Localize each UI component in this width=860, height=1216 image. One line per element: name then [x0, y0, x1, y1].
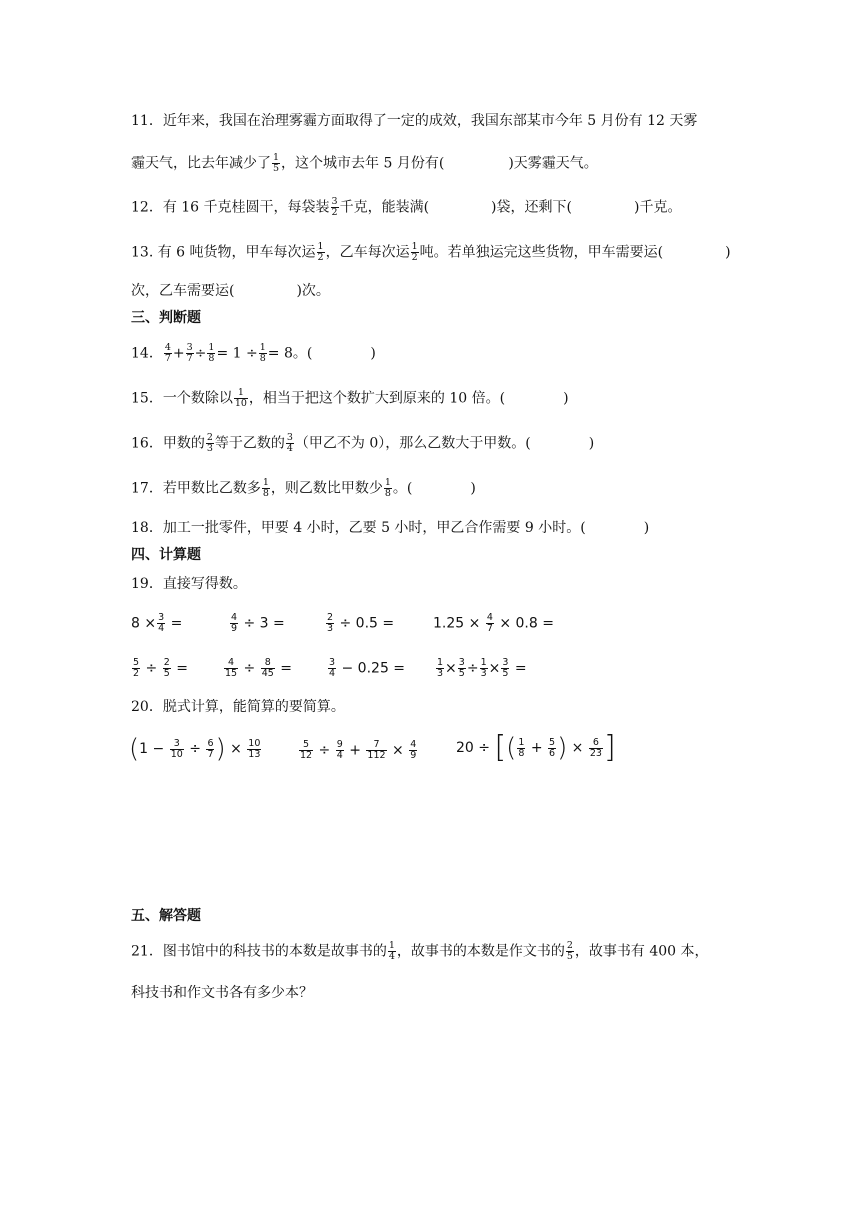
calc-item: $\frac{2}{3}$ ÷ 0.5 = [327, 612, 395, 634]
calc-item: $\frac{3}{4}$ − 0.25 = [329, 657, 406, 679]
q14-text-4: ) [370, 345, 376, 362]
q21-text-1: 21．图书馆中的科技书的本数是故事书的 [131, 943, 387, 960]
question-17 [131, 478, 476, 499]
q11-text-b1: 霾天气，比去年减少了 [131, 155, 271, 172]
q13-text-2: ，乙车每次运 [325, 244, 410, 261]
q14-num: 14． [131, 345, 163, 362]
q21-text-3: ，故事书有 400 本， [574, 943, 709, 960]
fraction: $\frac{3}{4}$ [286, 432, 293, 454]
fraction: $\frac{2}{5}$ [566, 940, 573, 962]
calc-item: $\frac{5}{2}$ ÷ $\frac{2}{5}$ = [133, 657, 188, 679]
q16-text-1: 16．甲数的 [131, 435, 205, 452]
q21-text-2: ，故事书的本数是作文书的 [396, 943, 565, 960]
question-20-title: 20．脱式计算，能简算的要简算。 [131, 699, 345, 715]
expression-2: $\frac{5}{12}$ ÷ $\frac{9}{4}$ + $\frac{7}{112}$ × $\frac{4}{9}$ [300, 739, 417, 761]
q12-text-3: )袋，还剩下( [491, 199, 572, 216]
q15-text-2: ，相当于把这个数扩大到原来的 10 倍。( [248, 390, 506, 407]
q18-text-1: 18．加工一批零件，甲要 4 小时，乙要 5 小时，甲乙合作需要 9 小时。( [131, 520, 586, 536]
q16-text-2: 等于乙数的 [214, 435, 285, 452]
question-14 [131, 343, 376, 364]
question-15 [131, 388, 569, 409]
q17-text-4: ) [470, 480, 476, 497]
question-18 [131, 519, 649, 537]
calc-item: 1.25 × $\frac{4}{7}$ × 0.8 = [433, 612, 554, 634]
q15-text-1: 15．一个数除以 [131, 390, 233, 407]
question-11-line-2 [131, 153, 598, 174]
section-heading-answer: 五、解答题 [131, 908, 201, 924]
question-19-title: 19．直接写得数。 [131, 576, 247, 592]
question-12 [131, 197, 681, 218]
q14-text-2: = 1 ÷ [216, 345, 258, 362]
section-heading-judgement: 三、判断题 [131, 310, 201, 326]
q12-text-4: )千克。 [633, 199, 682, 216]
expression-1: (1 − $\frac{3}{10}$ ÷ $\frac{6}{7}$ ) × $\frac{10}{13}$ [129, 734, 261, 764]
q11-text: 11．近年来，我国在治理雾霾方面取得了一定的成效，我国东部某市今年 5 月份有 12 天雾 [131, 113, 698, 129]
question-21-line-2: 科技书和作文书各有多少本？ [131, 985, 313, 1001]
calc-item: 8 × $\frac{3}{4}$ = [131, 612, 183, 634]
fraction: $\frac{2}{3}$ [206, 432, 213, 454]
operator: ÷ [194, 345, 207, 362]
q11-text-b2: ，这个城市去年 5 月份有( [281, 155, 445, 172]
calc-item: $\frac{4}{9}$ ÷ 3 = [231, 612, 285, 634]
fraction: $\frac{1}{10}$ [234, 387, 247, 409]
question-13-line-1 [131, 242, 731, 263]
q18-text-2: ) [643, 520, 650, 536]
fraction: $\frac{1}{5}$ [273, 152, 280, 174]
q17-text-2: ，则乙数比甲数少 [270, 480, 383, 497]
fraction: $\frac{3}{7}$ [186, 342, 193, 364]
expression-3: 20 ÷ [( $\frac{1}{8}$ + $\frac{5}{6}$ ) × $\frac{6}{23}$ ] [456, 730, 616, 765]
fraction: $\frac{1}{2}$ [411, 241, 418, 263]
fraction: $\frac{1}{8}$ [208, 342, 215, 364]
q13-text-1: 13. 有 6 吨货物，甲车每次运 [131, 244, 316, 261]
fraction: $\frac{1}{8}$ [259, 342, 266, 364]
fraction: $\frac{1}{4}$ [388, 940, 395, 962]
q15-text-3: ) [563, 390, 569, 407]
q14-text-3: = 8。( [267, 345, 313, 362]
fraction: $\frac{4}{7}$ [164, 342, 171, 364]
q13-text-b2: )次。 [296, 283, 330, 299]
question-11-line-1 [131, 112, 697, 130]
question-13-line-2 [131, 282, 330, 300]
q13-text-3: 吨。若单独运完这些货物，甲车需要运( [419, 244, 664, 261]
operator: + [172, 345, 185, 362]
fraction: $\frac{1}{2}$ [317, 241, 324, 263]
q12-text-1: 12．有 16 千克桂圆干，每袋装 [131, 199, 330, 216]
fraction: $\frac{3}{2}$ [331, 196, 338, 218]
q17-text-3: 。( [392, 480, 413, 497]
question-16 [131, 433, 594, 454]
fraction: $\frac{1}{8}$ [384, 477, 391, 499]
section-heading-calculation: 四、计算题 [131, 547, 201, 563]
q17-text-1: 17．若甲数比乙数多 [131, 480, 261, 497]
q13-text-4: ) [725, 244, 731, 261]
q16-text-3: （甲乙不为 0），那么乙数大于甲数。( [294, 435, 531, 452]
q12-text-2: 千克，能装满( [339, 199, 430, 216]
calc-item: $\frac{1}{3}$ × $\frac{3}{5}$ ÷ $\frac{1}{3}$ × $\frac{3}{5}$ = [437, 657, 527, 679]
question-21-line-1 [131, 941, 709, 962]
q13-text-b1: 次，乙车需要运( [131, 283, 235, 299]
fraction: $\frac{1}{8}$ [262, 477, 269, 499]
q11-text-b3: )天雾霾天气。 [508, 155, 598, 172]
q16-text-4: ) [588, 435, 595, 452]
calc-item: $\frac{4}{15}$ ÷ $\frac{8}{45}$ = [225, 657, 293, 679]
